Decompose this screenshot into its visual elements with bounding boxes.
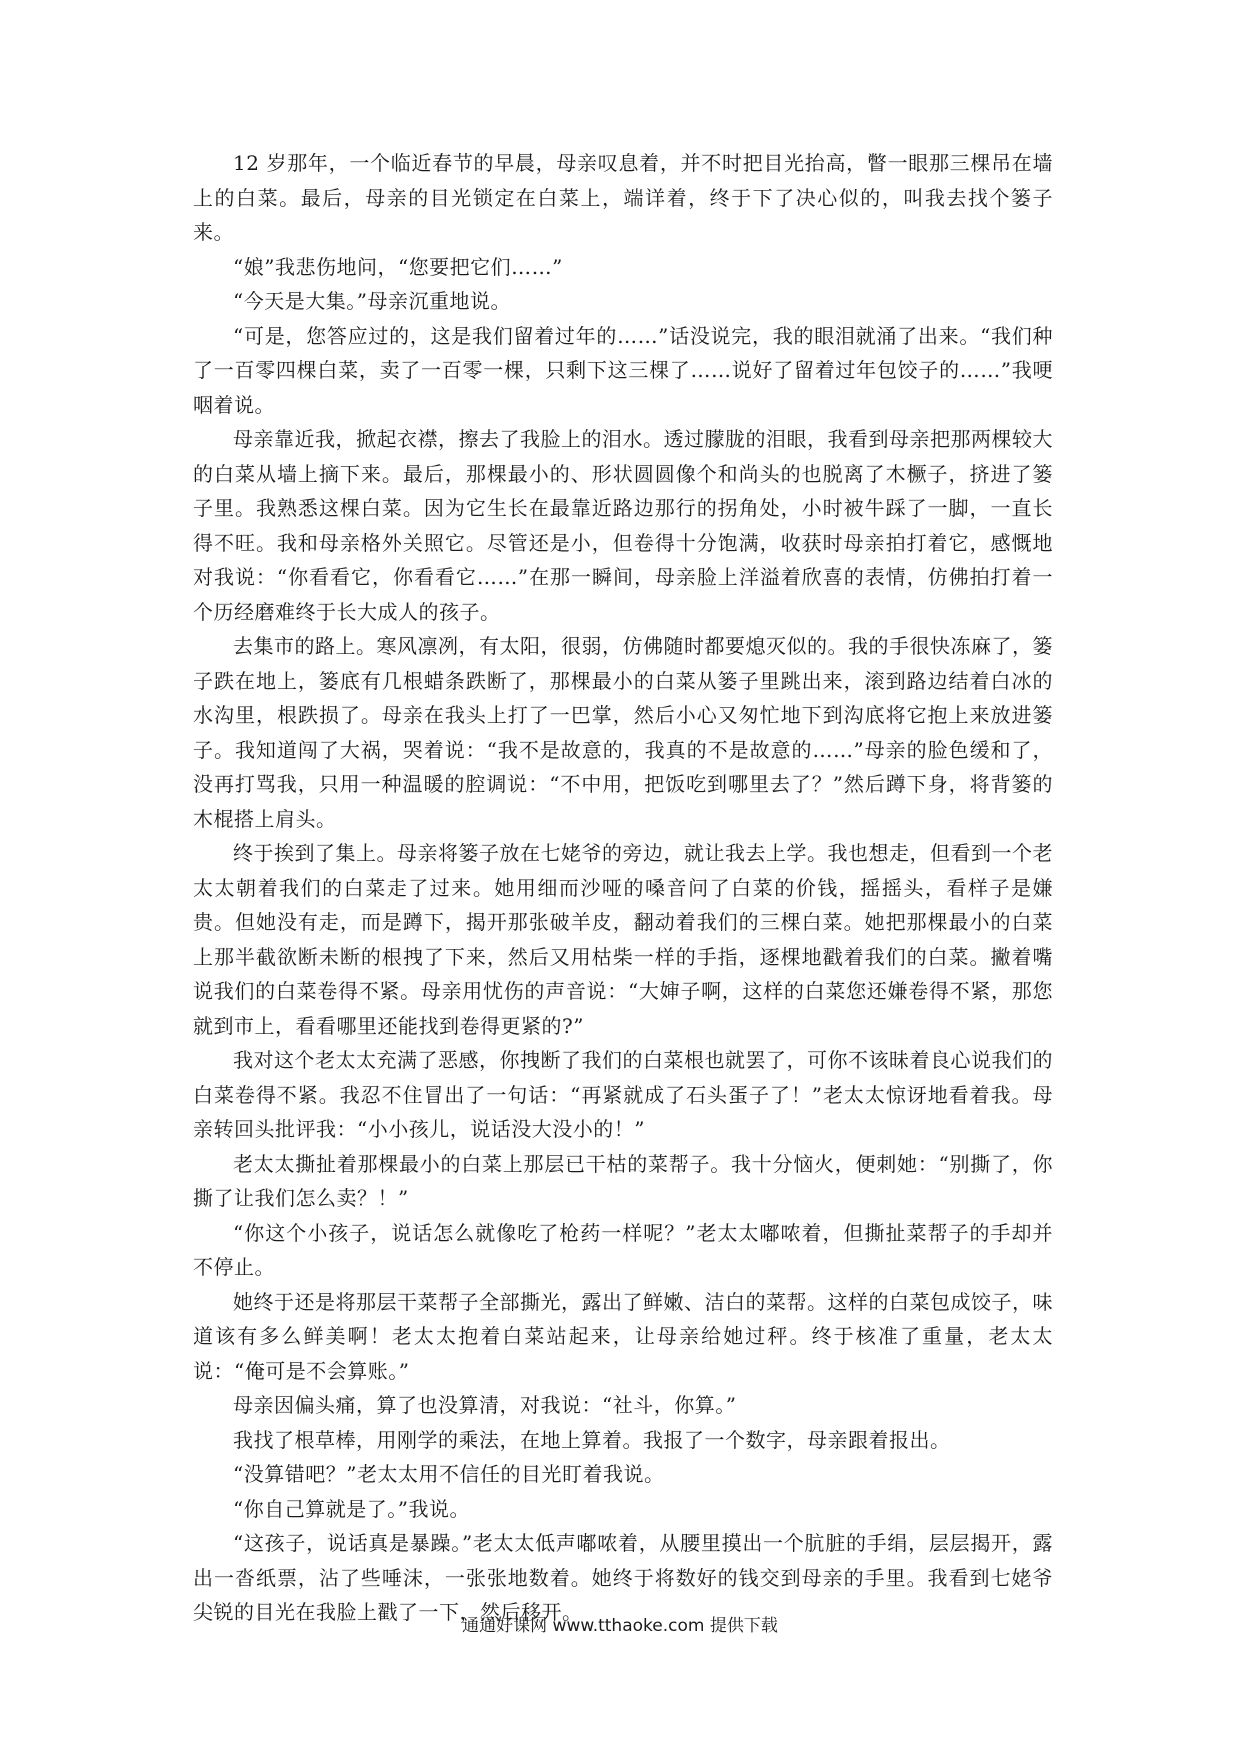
paragraph: “没算错吧？”老太太用不信任的目光盯着我说。 <box>233 1462 665 1486</box>
paragraph: “可是，您答应过的，这是我们留着过年的……”话没说完，我的眼泪就涌了出来。“我们种了一百零四棵白菜，卖了一百零一棵，只剩下这三棵了……说好了留着过年包饺子的……”我哽咽着说。 <box>193 323 1053 417</box>
paragraph: “今天是大集。”母亲沉重地说。 <box>233 289 511 313</box>
paragraph: 我对这个老太太充满了恶感，你拽断了我们的白菜根也就罢了，可你不该昧着良心说我们的白菜卷得不紧。我忍不住冒出了一句话：“再紧就成了石头蛋子了！”老太太惊讶地看着我。母亲转回头批评我：“小小孩儿，说话没大没小的！” <box>193 1048 1053 1141</box>
paragraph: “这孩子，说话真是暴躁。”老太太低声嘟哝着，从腰里摸出一个肮脏的手绢，层层揭开，露出一沓纸票，沾了些唾沫，一张张地数着。她终于将数好的钱交到母亲的手里。我看到七姥爷尖锐的目光在我脸上戳了一下，然后移开。 <box>193 1531 1053 1624</box>
paragraph: 终于挨到了集上。母亲将篓子放在七姥爷的旁边，就让我去上学。我也想走，但看到一个老太太朝着我们的白菜走了过来。她用细而沙哑的嗓音问了白菜的价钱，摇摇头，看样子是嫌贵。但她没有走，而是蹲下，揭开那张破羊皮，翻动着我们的三棵白菜。她把那棵最小的白菜上那半截欲断未断的根拽了下来，然后又用枯柴一样的手指，逐棵地戳着我们的白菜。撇着嘴说我们的白菜卷得不紧。母亲用忧伤的声音说：“大婶子啊，这样的白菜您还嫌卷得不紧，那您就到市上，看看哪里还能找到卷得更紧的?” <box>193 841 1053 1038</box>
paragraph: 老太太撕扯着那棵最小的白菜上那层已干枯的菜帮子。我十分恼火，便刺她：“别撕了，你撕了让我们怎么卖？！” <box>193 1151 1053 1210</box>
page-footer: 通通好课网 www.tthaoke.com 提供下载 <box>462 1616 778 1636</box>
paragraph: 12 岁那年，一个临近春节的早晨，母亲叹息着，并不时把目光抬高，瞥一眼那三棵吊在墙上的白菜。最后，母亲的目光锁定在白菜上，端详着，终于下了决心似的，叫我去找个篓子来。 <box>193 151 1053 244</box>
paragraph: 我找了根草棒，用刚学的乘法，在地上算着。我报了一个数字，母亲跟着报出。 <box>233 1427 951 1452</box>
paragraph: “你这个小孩子，说话怎么就像吃了枪药一样呢？”老太太嘟哝着，但撕扯菜帮子的手却并不停止。 <box>193 1220 1053 1279</box>
paragraph: 母亲因偏头痛，算了也没算清，对我说：“社斗，你算。” <box>233 1393 737 1417</box>
paragraph: 母亲靠近我，掀起衣襟，擦去了我脸上的泪水。透过朦胧的泪眼，我看到母亲把那两棵较大的白菜从墙上摘下来。最后，那棵最小的、形状圆圆像个和尚头的也脱离了木橛子，挤进了篓子里。我熟悉这棵白菜。因为它生长在最靠近路边那行的拐角处，小时被牛踩了一脚，一直长得不旺。我和母亲格外关照它。尽管还是小，但卷得十分饱满，收获时母亲拍打着它，感慨地对我说：“你看看它，你看看它……”在那一瞬间，母亲脸上洋溢着欣喜的表情，仿佛拍打着一个历经磨难终于长大成人的孩子。 <box>193 427 1053 624</box>
paragraph: “娘”我悲伤地问，“您要把它们……” <box>233 254 563 279</box>
paragraph: 去集市的路上。寒风凛冽，有太阳，很弱，仿佛随时都要熄灭似的。我的手很快冻麻了，篓子跌在地上，篓底有几根蜡条跌断了，那棵最小的白菜从篓子里跳出来，滚到路边结着白冰的水沟里，根跌损了。母亲在我头上打了一巴掌，然后小心又匆忙地下到沟底将它抱上来放进篓子。我知道闯了大祸，哭着说：“我不是故意的，我真的不是故意的……”母亲的脸色缓和了，没再打骂我，只用一种温暖的腔调说：“不中用，把饭吃到哪里去了？”然后蹲下身，将背篓的木棍搭上肩头。 <box>193 634 1053 831</box>
paragraph: 她终于还是将那层干菜帮子全部撕光，露出了鲜嫩、洁白的菜帮。这样的白菜包成饺子，味道该有多么鲜美啊！老太太抱着白菜站起来，让母亲给她过秤。终于核准了重量，老太太说：“俺可是不会算账。” <box>193 1289 1053 1383</box>
article-body <box>193 146 1053 1630</box>
paragraph: “你自己算就是了。”我说。 <box>233 1496 470 1521</box>
